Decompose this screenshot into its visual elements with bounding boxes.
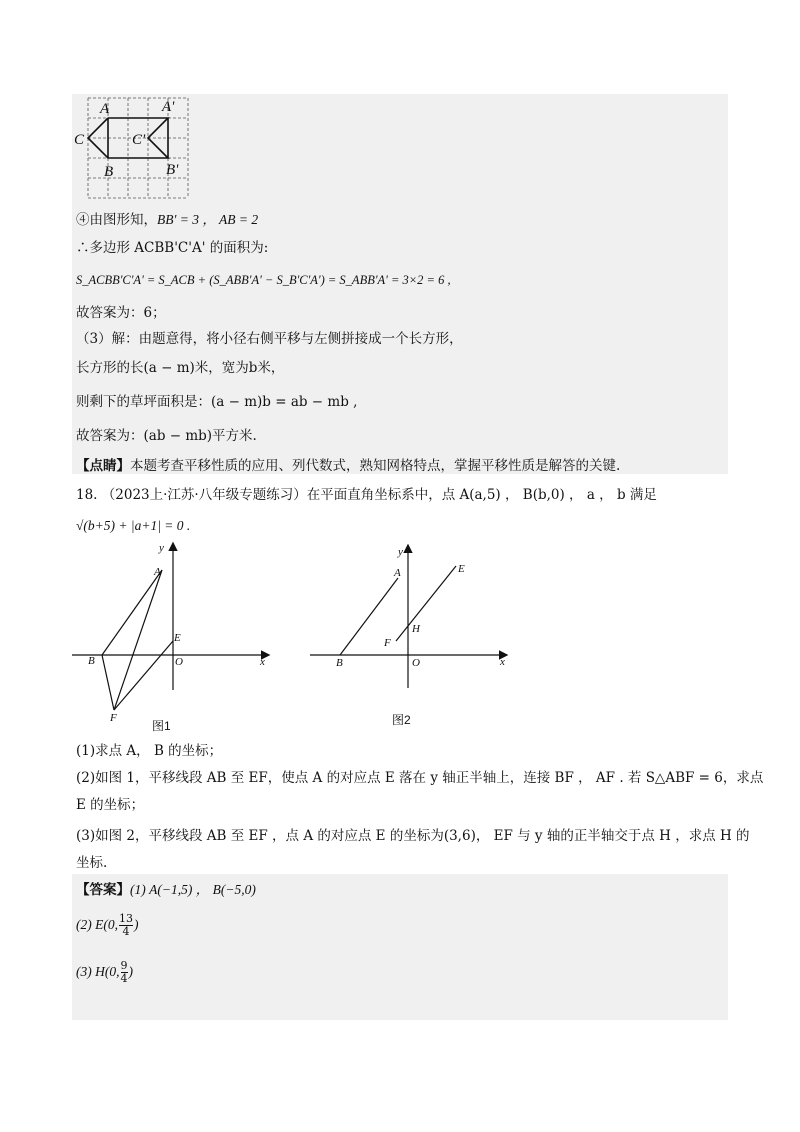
fig1-label-f: F	[110, 712, 117, 724]
label-B-prime: B'	[166, 162, 179, 178]
fig2-segment-fe	[396, 566, 456, 641]
fig2-label-y: y	[398, 546, 403, 558]
fig1-label-o: O	[175, 656, 183, 668]
fig1-label-e: E	[174, 632, 181, 644]
answer-3-prefix: (3) H(0,	[76, 964, 120, 979]
answer-2-fraction	[119, 913, 133, 938]
fig1-segment-ef	[114, 641, 173, 710]
label-A-prime: A'	[162, 99, 175, 115]
answer-tag: 【答案】	[76, 882, 130, 898]
q18-part2-line2: E 的坐标；	[76, 797, 145, 813]
q18-part3-line2: 坐标.	[76, 855, 108, 871]
fig1-label-a: A	[154, 566, 161, 578]
q18-stem-line1: 18. （2023上·江苏·八年级专题练习）在平面直角坐标系中，点 A(a,5) ， B(b,0) ， a ， b 满足	[76, 487, 657, 503]
q18-part3-line1: (3)如图 2，平移线段 AB 至 EF ，点 A 的对应点 E 的坐标为(3,6)， EF 与 y 轴的正半轴交于点 H ，求点 H 的	[76, 828, 750, 844]
label-B: B	[104, 164, 114, 180]
answer-line3	[76, 960, 133, 985]
q18-stem-line2	[76, 516, 190, 536]
answer-2-numerator: 13	[118, 912, 133, 925]
fig2-caption: 图2	[392, 713, 411, 727]
area-intro: ∴多边形 ACBB'C'A' 的面积为:	[76, 240, 269, 256]
answer-3-suffix: )	[128, 964, 133, 979]
fig1-segment-ab	[102, 570, 162, 655]
fig1-segment-af	[114, 570, 162, 710]
q18-part2-line1: (2)如图 1，平移线段 AB 至 EF，使点 A 的对应点 E 落在 y 轴正半轴上，连接 BF ， AF . 若 S△ABF = 6，求点	[76, 770, 764, 786]
area-formula-text: S_ACBB'C'A' = S_ACB + (S_ABB'A' − S_B'C'A') = S_ABB'A' = 3×2 = 6 ,	[76, 273, 451, 287]
figure-1	[70, 538, 280, 734]
comment-text: 本题考查平移性质的应用、列代数式，熟知网格特点，掌握平移性质是解答的关键.	[130, 458, 621, 474]
grid-translation-figure	[74, 94, 194, 202]
figure-2	[308, 540, 516, 690]
part3-rect-dims: 长方形的长(a − m)米，宽为b米，	[76, 360, 285, 376]
fig2-label-e: E	[458, 563, 465, 575]
answer-line1	[76, 880, 256, 900]
answer-2-denominator: 4	[122, 925, 130, 938]
label-C: C	[74, 132, 85, 148]
fig1-segment-bf	[102, 655, 114, 710]
fig2-label-h: H	[412, 623, 420, 635]
answer-3-denominator: 4	[120, 972, 128, 985]
answer-2-suffix: )	[133, 917, 139, 932]
fig1-label-b: B	[88, 655, 95, 667]
fig1-caption: 图1	[152, 719, 171, 733]
answer-2-prefix: (2) E(0,	[76, 917, 118, 932]
fig2-label-b: B	[336, 657, 343, 669]
part3-solution: （3）解：由题意得，将小径右侧平移与左侧拼接成一个长方形，	[76, 331, 463, 347]
q18-condition: √(b+5) + |a+1| = 0 .	[76, 518, 191, 533]
fig1-label-x: x	[260, 656, 265, 668]
part3-answer: 故答案为：(ab − mb)平方米.	[76, 428, 257, 444]
fig2-label-a: A	[394, 567, 401, 579]
comment-line	[76, 456, 620, 476]
label-A: A	[100, 101, 110, 117]
answer-3-numerator: 9	[120, 959, 128, 972]
fig2-label-f: F	[384, 637, 391, 649]
part2-answer: 故答案为：6；	[76, 305, 166, 321]
line4-prefix: ④由图形知，	[76, 212, 157, 228]
answer-3-fraction	[121, 960, 128, 985]
fig1-label-y: y	[159, 542, 164, 554]
fig2-label-o: O	[412, 657, 420, 669]
q18-part1: (1)求点 A， B 的坐标；	[76, 743, 223, 759]
area-formula	[76, 270, 451, 290]
comment-tag: 【点睛】	[76, 458, 130, 474]
label-C-prime: C'	[132, 132, 146, 148]
answer-1: (1) A(−1,5) ， B(−5,0)	[130, 882, 256, 897]
line-bb-ab	[76, 210, 258, 230]
answer-line2	[76, 913, 138, 938]
part3-remaining: 则剩下的草坪面积是：(a − m)b = ab − mb ,	[76, 394, 358, 410]
line4-math: BB' = 3 ， AB = 2	[157, 212, 259, 227]
fig2-label-x: x	[500, 656, 505, 668]
